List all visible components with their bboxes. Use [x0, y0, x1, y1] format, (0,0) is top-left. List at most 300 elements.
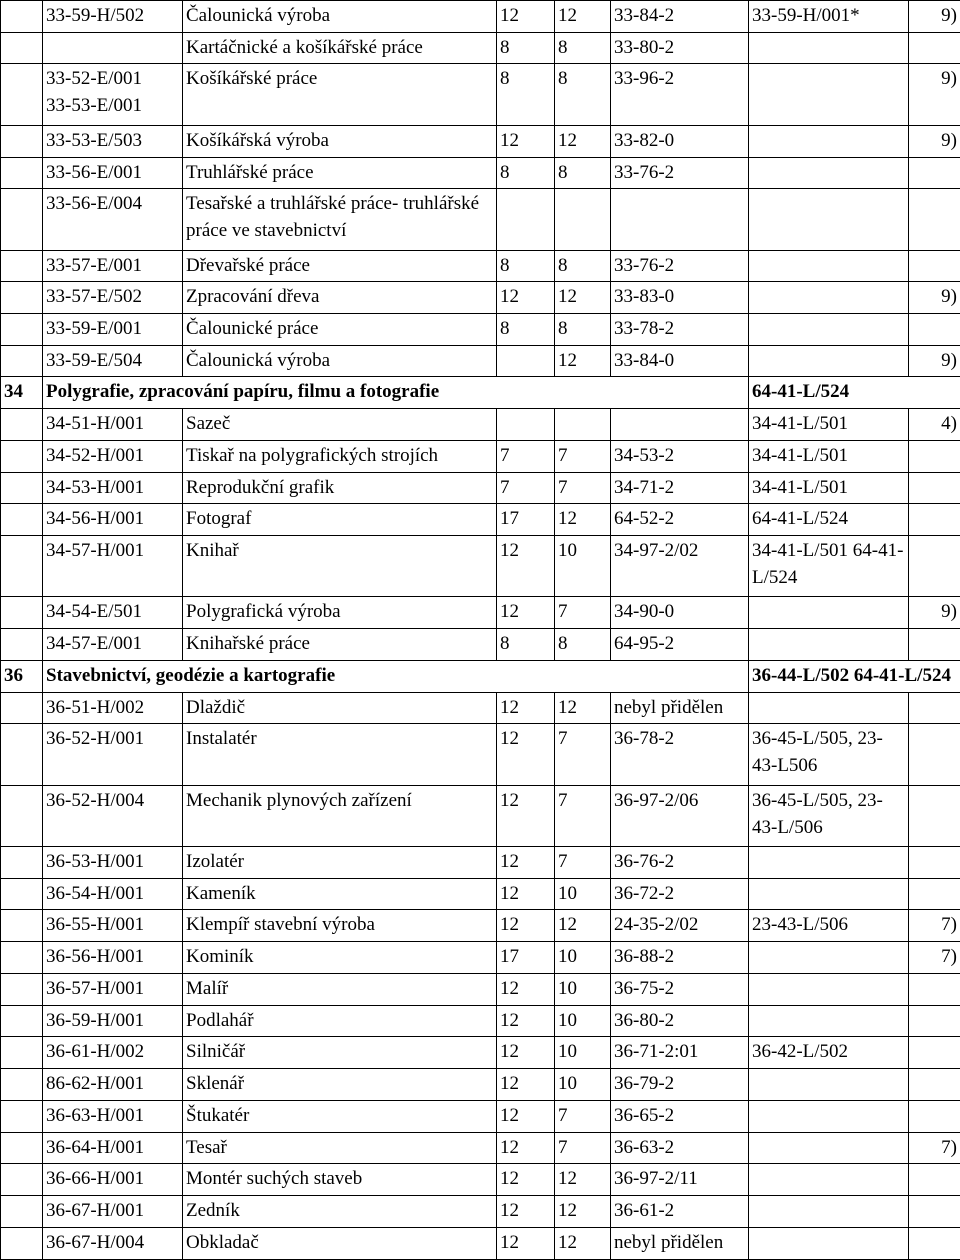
- table-row: [1, 472, 960, 504]
- group-number-cell: [1, 314, 43, 346]
- table-row: [1, 157, 960, 189]
- col-b: 12: [555, 504, 611, 536]
- code-cell: 36-63-H/001: [43, 1100, 183, 1132]
- note-cell: [909, 724, 960, 785]
- name-cell: Dlaždič: [183, 692, 497, 724]
- name-cell: Košíkářské práce: [183, 64, 497, 125]
- code-cell: 34-53-H/001: [43, 472, 183, 504]
- code-cell: [43, 64, 183, 125]
- note-cell: [909, 472, 960, 504]
- old-code-cell: 36-76-2: [611, 846, 749, 878]
- name-cell: Silničář: [183, 1037, 497, 1069]
- note-cell: 9): [909, 1, 960, 33]
- note-cell: [909, 1069, 960, 1101]
- old-code-cell: 24-35-2/02: [611, 910, 749, 942]
- name-cell: Truhlářské práce: [183, 157, 497, 189]
- col-a: [497, 189, 555, 250]
- table-row: [1, 942, 960, 974]
- col-a: 12: [497, 125, 555, 157]
- code-cell: 34-54-E/501: [43, 597, 183, 629]
- code-cell: 34-51-H/001: [43, 409, 183, 441]
- table-row: [1, 125, 960, 157]
- group-title: Polygrafie, zpracování papíru, filmu a fotografie: [43, 377, 749, 409]
- name-cell: Košíkářská výroba: [183, 125, 497, 157]
- group-number-cell: [1, 409, 43, 441]
- related-code-cell: [749, 692, 909, 724]
- code-cell: 33-59-E/504: [43, 345, 183, 377]
- old-code-cell: 33-78-2: [611, 314, 749, 346]
- name-cell: Zedník: [183, 1196, 497, 1228]
- related-code-cell: [749, 878, 909, 910]
- old-code-cell: 36-79-2: [611, 1069, 749, 1101]
- note-cell: [909, 785, 960, 846]
- col-b: 12: [555, 692, 611, 724]
- group-number-cell: [1, 189, 43, 250]
- col-a: 12: [497, 1005, 555, 1037]
- group-number-cell: [1, 1005, 43, 1037]
- table-body: [1, 1, 960, 1260]
- col-b: 8: [555, 64, 611, 125]
- table-row: [1, 724, 960, 785]
- group-number-cell: [1, 1196, 43, 1228]
- col-a: 12: [497, 846, 555, 878]
- col-b: 10: [555, 1037, 611, 1069]
- table-row: [1, 629, 960, 661]
- table-row: [1, 440, 960, 472]
- col-b: 10: [555, 878, 611, 910]
- related-code-cell: 36-45-L/505, 23-43-L/506: [749, 785, 909, 846]
- related-code-cell: 23-43-L/506: [749, 910, 909, 942]
- old-code-cell: 36-65-2: [611, 1100, 749, 1132]
- old-code-cell: nebyl přidělen: [611, 1227, 749, 1259]
- note-cell: [909, 1196, 960, 1228]
- note-cell: 4): [909, 409, 960, 441]
- related-code-cell: [749, 125, 909, 157]
- name-cell: Montér suchých staveb: [183, 1164, 497, 1196]
- code-cell: 36-55-H/001: [43, 910, 183, 942]
- table-row: [1, 1164, 960, 1196]
- col-b: 7: [555, 1132, 611, 1164]
- group-number-cell: [1, 597, 43, 629]
- col-a: 12: [497, 878, 555, 910]
- code-cell: 36-61-H/002: [43, 1037, 183, 1069]
- note-cell: [909, 1164, 960, 1196]
- related-code-cell: [749, 250, 909, 282]
- note-cell: [909, 157, 960, 189]
- code-cell: 33-56-E/004: [43, 189, 183, 250]
- col-b: 12: [555, 1227, 611, 1259]
- group-title: Stavebnictví, geodézie a kartografie: [43, 660, 749, 692]
- table-row: [1, 1196, 960, 1228]
- code-cell: 34-57-E/001: [43, 629, 183, 661]
- related-code-cell: [749, 1227, 909, 1259]
- code-cell: 36-67-H/001: [43, 1196, 183, 1228]
- table-row: [1, 1132, 960, 1164]
- group-number-cell: [1, 910, 43, 942]
- group-row: [1, 377, 960, 409]
- group-number-cell: [1, 942, 43, 974]
- related-code-cell: [749, 1100, 909, 1132]
- related-code-cell: [749, 189, 909, 250]
- old-code-cell: 34-71-2: [611, 472, 749, 504]
- old-code-cell: 36-63-2: [611, 1132, 749, 1164]
- col-a: 12: [497, 1196, 555, 1228]
- related-code-cell: [749, 1069, 909, 1101]
- note-cell: [909, 504, 960, 536]
- col-a: 8: [497, 314, 555, 346]
- col-b: 8: [555, 314, 611, 346]
- old-code-cell: 36-97-2/06: [611, 785, 749, 846]
- col-b: 12: [555, 1164, 611, 1196]
- old-code-cell: 33-96-2: [611, 64, 749, 125]
- note-cell: [909, 629, 960, 661]
- related-code-cell: 34-41-L/501: [749, 409, 909, 441]
- col-b: 10: [555, 973, 611, 1005]
- table-row: [1, 785, 960, 846]
- name-cell: Knihař: [183, 536, 497, 597]
- old-code-cell: 36-72-2: [611, 878, 749, 910]
- group-number-cell: [1, 32, 43, 64]
- note-cell: [909, 878, 960, 910]
- name-cell: Polygrafická výroba: [183, 597, 497, 629]
- code-cell: 36-52-H/001: [43, 724, 183, 785]
- related-code-cell: [749, 973, 909, 1005]
- col-b: 8: [555, 32, 611, 64]
- col-a: 8: [497, 64, 555, 125]
- group-number-cell: [1, 1132, 43, 1164]
- group-number-cell: [1, 724, 43, 785]
- group-number-cell: [1, 504, 43, 536]
- col-a: 12: [497, 1, 555, 33]
- group-number-cell: [1, 1164, 43, 1196]
- note-cell: [909, 1005, 960, 1037]
- note-cell: 9): [909, 345, 960, 377]
- note-cell: [909, 692, 960, 724]
- old-code-cell: [611, 189, 749, 250]
- code-cell: 34-56-H/001: [43, 504, 183, 536]
- col-a: 12: [497, 724, 555, 785]
- col-b: 10: [555, 942, 611, 974]
- note-cell: 9): [909, 125, 960, 157]
- related-code-cell: 34-41-L/501 64-41-L/524: [749, 536, 909, 597]
- col-a: 12: [497, 973, 555, 1005]
- table-row: [1, 1069, 960, 1101]
- old-code-cell: 33-76-2: [611, 157, 749, 189]
- col-b: 10: [555, 1005, 611, 1037]
- table-row: [1, 32, 960, 64]
- related-code-cell: [749, 32, 909, 64]
- note-cell: [909, 32, 960, 64]
- table-row: [1, 536, 960, 597]
- note-cell: 7): [909, 1132, 960, 1164]
- code-cell: 33-56-E/001: [43, 157, 183, 189]
- col-b: 10: [555, 1069, 611, 1101]
- col-a: 12: [497, 1069, 555, 1101]
- code-cell: 36-67-H/004: [43, 1227, 183, 1259]
- code-cell: 33-59-E/001: [43, 314, 183, 346]
- old-code-cell: 64-52-2: [611, 504, 749, 536]
- note-cell: 9): [909, 597, 960, 629]
- name-cell: Izolatér: [183, 846, 497, 878]
- group-row: [1, 660, 960, 692]
- col-b: 12: [555, 282, 611, 314]
- col-a: 12: [497, 1132, 555, 1164]
- note-cell: [909, 846, 960, 878]
- code-cell: 36-57-H/001: [43, 973, 183, 1005]
- col-b: 8: [555, 157, 611, 189]
- table-row: [1, 910, 960, 942]
- group-number-cell: [1, 878, 43, 910]
- group-number-cell: [1, 692, 43, 724]
- old-code-cell: 33-84-2: [611, 1, 749, 33]
- group-number-cell: [1, 1037, 43, 1069]
- group-number-cell: [1, 440, 43, 472]
- name-cell: Podlahář: [183, 1005, 497, 1037]
- group-number-cell: [1, 1, 43, 33]
- old-code-cell: 33-82-0: [611, 125, 749, 157]
- old-code-cell: 33-84-0: [611, 345, 749, 377]
- group-number-cell: [1, 629, 43, 661]
- related-code-cell: 34-41-L/501: [749, 472, 909, 504]
- table-row: [1, 64, 960, 125]
- name-cell: Kartáčnické a košíkářské práce: [183, 32, 497, 64]
- old-code-cell: 34-53-2: [611, 440, 749, 472]
- table-row: [1, 1227, 960, 1259]
- col-b: 12: [555, 1196, 611, 1228]
- code-cell: 86-62-H/001: [43, 1069, 183, 1101]
- name-cell: Instalatér: [183, 724, 497, 785]
- group-number-cell: [1, 250, 43, 282]
- table-row: [1, 189, 960, 250]
- name-cell: Zpracování dřeva: [183, 282, 497, 314]
- col-b: 7: [555, 597, 611, 629]
- col-a: 12: [497, 282, 555, 314]
- old-code-cell: nebyl přidělen: [611, 692, 749, 724]
- old-code-cell: 36-71-2:01: [611, 1037, 749, 1069]
- table-row: [1, 692, 960, 724]
- col-a: 12: [497, 910, 555, 942]
- related-code-cell: [749, 157, 909, 189]
- col-a: [497, 345, 555, 377]
- table-row: [1, 250, 960, 282]
- col-a: 12: [497, 692, 555, 724]
- col-a: 12: [497, 1227, 555, 1259]
- related-code-cell: [749, 1196, 909, 1228]
- note-cell: [909, 250, 960, 282]
- code-cell: 36-56-H/001: [43, 942, 183, 974]
- table-row: [1, 314, 960, 346]
- old-code-cell: 33-80-2: [611, 32, 749, 64]
- note-cell: 9): [909, 64, 960, 125]
- group-number-cell: [1, 536, 43, 597]
- name-cell: Kameník: [183, 878, 497, 910]
- col-a: 8: [497, 250, 555, 282]
- table-row: [1, 504, 960, 536]
- group-number-cell: [1, 1227, 43, 1259]
- table-row: [1, 1037, 960, 1069]
- col-a: 8: [497, 157, 555, 189]
- related-code-cell: 36-45-L/505, 23-43-L506: [749, 724, 909, 785]
- note-cell: 9): [909, 282, 960, 314]
- name-cell: Tesař: [183, 1132, 497, 1164]
- group-number-cell: [1, 64, 43, 125]
- old-code-cell: 36-97-2/11: [611, 1164, 749, 1196]
- note-cell: [909, 440, 960, 472]
- related-code-cell: 36-42-L/502: [749, 1037, 909, 1069]
- col-a: [497, 409, 555, 441]
- group-number-cell: [1, 125, 43, 157]
- related-code-cell: [749, 282, 909, 314]
- related-code-cell: [749, 1132, 909, 1164]
- name-cell: Malíř: [183, 973, 497, 1005]
- name-cell: Reprodukční grafik: [183, 472, 497, 504]
- old-code-cell: 34-97-2/02: [611, 536, 749, 597]
- name-cell: Tiskař na polygrafických strojích: [183, 440, 497, 472]
- code-cell: 36-54-H/001: [43, 878, 183, 910]
- related-code-cell: [749, 1005, 909, 1037]
- col-a: 12: [497, 536, 555, 597]
- related-code-cell: 64-41-L/524: [749, 504, 909, 536]
- table-row: [1, 846, 960, 878]
- table-row: [1, 1100, 960, 1132]
- group-number-cell: [1, 345, 43, 377]
- related-code-cell: [749, 1164, 909, 1196]
- col-b: [555, 409, 611, 441]
- note-cell: [909, 1227, 960, 1259]
- group-number-cell: [1, 973, 43, 1005]
- group-number-cell: [1, 1100, 43, 1132]
- table-row: [1, 973, 960, 1005]
- group-number-cell: [1, 157, 43, 189]
- group-number-cell: [1, 472, 43, 504]
- col-b: 10: [555, 536, 611, 597]
- group-number-cell: [1, 785, 43, 846]
- code-cell: 36-64-H/001: [43, 1132, 183, 1164]
- name-cell: Sazeč: [183, 409, 497, 441]
- name-cell: Čalounická výroba: [183, 345, 497, 377]
- col-a: 17: [497, 942, 555, 974]
- old-code-cell: 33-76-2: [611, 250, 749, 282]
- related-code-cell: 33-59-H/001*: [749, 1, 909, 33]
- old-code-cell: 36-80-2: [611, 1005, 749, 1037]
- name-cell: Fotograf: [183, 504, 497, 536]
- col-b: 7: [555, 472, 611, 504]
- col-a: 17: [497, 504, 555, 536]
- note-cell: 7): [909, 910, 960, 942]
- related-code-cell: 34-41-L/501: [749, 440, 909, 472]
- name-cell: Sklenář: [183, 1069, 497, 1101]
- name-cell: Dřevařské práce: [183, 250, 497, 282]
- code-line: 33-52-E/001: [46, 68, 143, 90]
- col-a: 8: [497, 629, 555, 661]
- table-row: [1, 878, 960, 910]
- related-code-cell: [749, 64, 909, 125]
- col-a: 12: [497, 785, 555, 846]
- code-cell: 33-53-E/503: [43, 125, 183, 157]
- note-cell: [909, 973, 960, 1005]
- table-row: [1, 409, 960, 441]
- group-number-cell: [1, 846, 43, 878]
- col-a: 12: [497, 1037, 555, 1069]
- code-cell: 36-66-H/001: [43, 1164, 183, 1196]
- col-a: 12: [497, 597, 555, 629]
- col-a: 7: [497, 440, 555, 472]
- code-cell: [43, 32, 183, 64]
- code-cell: 33-57-E/502: [43, 282, 183, 314]
- old-code-cell: 33-83-0: [611, 282, 749, 314]
- code-cell: 34-57-H/001: [43, 536, 183, 597]
- name-cell: Štukatér: [183, 1100, 497, 1132]
- group-number: 36: [1, 660, 43, 692]
- old-code-cell: 64-95-2: [611, 629, 749, 661]
- related-code-cell: [749, 846, 909, 878]
- col-b: 8: [555, 629, 611, 661]
- col-b: 12: [555, 125, 611, 157]
- table-row: [1, 597, 960, 629]
- old-code-cell: 36-75-2: [611, 973, 749, 1005]
- col-a: 7: [497, 472, 555, 504]
- col-b: 7: [555, 440, 611, 472]
- code-cell: 34-52-H/001: [43, 440, 183, 472]
- group-number-cell: [1, 1069, 43, 1101]
- code-cell: 33-59-H/502: [43, 1, 183, 33]
- col-b: 7: [555, 1100, 611, 1132]
- col-b: 8: [555, 250, 611, 282]
- name-cell: Kominík: [183, 942, 497, 974]
- name-cell: Klempíř stavební výroba: [183, 910, 497, 942]
- code-line: 33-53-E/001: [46, 95, 143, 117]
- old-code-cell: 34-90-0: [611, 597, 749, 629]
- group-related-code: 36-44-L/502 64-41-L/524: [749, 660, 960, 692]
- col-a: 8: [497, 32, 555, 64]
- note-cell: 7): [909, 942, 960, 974]
- related-code-cell: [749, 345, 909, 377]
- col-b: 7: [555, 724, 611, 785]
- table-row: [1, 1, 960, 33]
- code-cell: 36-53-H/001: [43, 846, 183, 878]
- name-cell: Obkladač: [183, 1227, 497, 1259]
- related-code-cell: [749, 629, 909, 661]
- col-b: 7: [555, 846, 611, 878]
- table-row: [1, 1005, 960, 1037]
- note-cell: [909, 536, 960, 597]
- old-code-cell: 36-78-2: [611, 724, 749, 785]
- code-cell: 36-52-H/004: [43, 785, 183, 846]
- note-cell: [909, 189, 960, 250]
- note-cell: [909, 1037, 960, 1069]
- name-cell: Čalounická výroba: [183, 1, 497, 33]
- group-number: 34: [1, 377, 43, 409]
- old-code-cell: 36-88-2: [611, 942, 749, 974]
- col-b: 12: [555, 910, 611, 942]
- note-cell: [909, 1100, 960, 1132]
- col-b: 7: [555, 785, 611, 846]
- related-code-cell: [749, 314, 909, 346]
- related-code-cell: [749, 942, 909, 974]
- name-cell: Tesařské a truhlářské práce- truhlářské práce ve stavebnictví: [183, 189, 497, 250]
- code-cell: 36-59-H/001: [43, 1005, 183, 1037]
- col-a: 12: [497, 1164, 555, 1196]
- col-b: 12: [555, 345, 611, 377]
- group-number-cell: [1, 282, 43, 314]
- col-a: 12: [497, 1100, 555, 1132]
- note-cell: [909, 314, 960, 346]
- table-row: [1, 345, 960, 377]
- col-b: [555, 189, 611, 250]
- group-related-code: 64-41-L/524: [749, 377, 960, 409]
- old-code-cell: [611, 409, 749, 441]
- col-b: 12: [555, 1, 611, 33]
